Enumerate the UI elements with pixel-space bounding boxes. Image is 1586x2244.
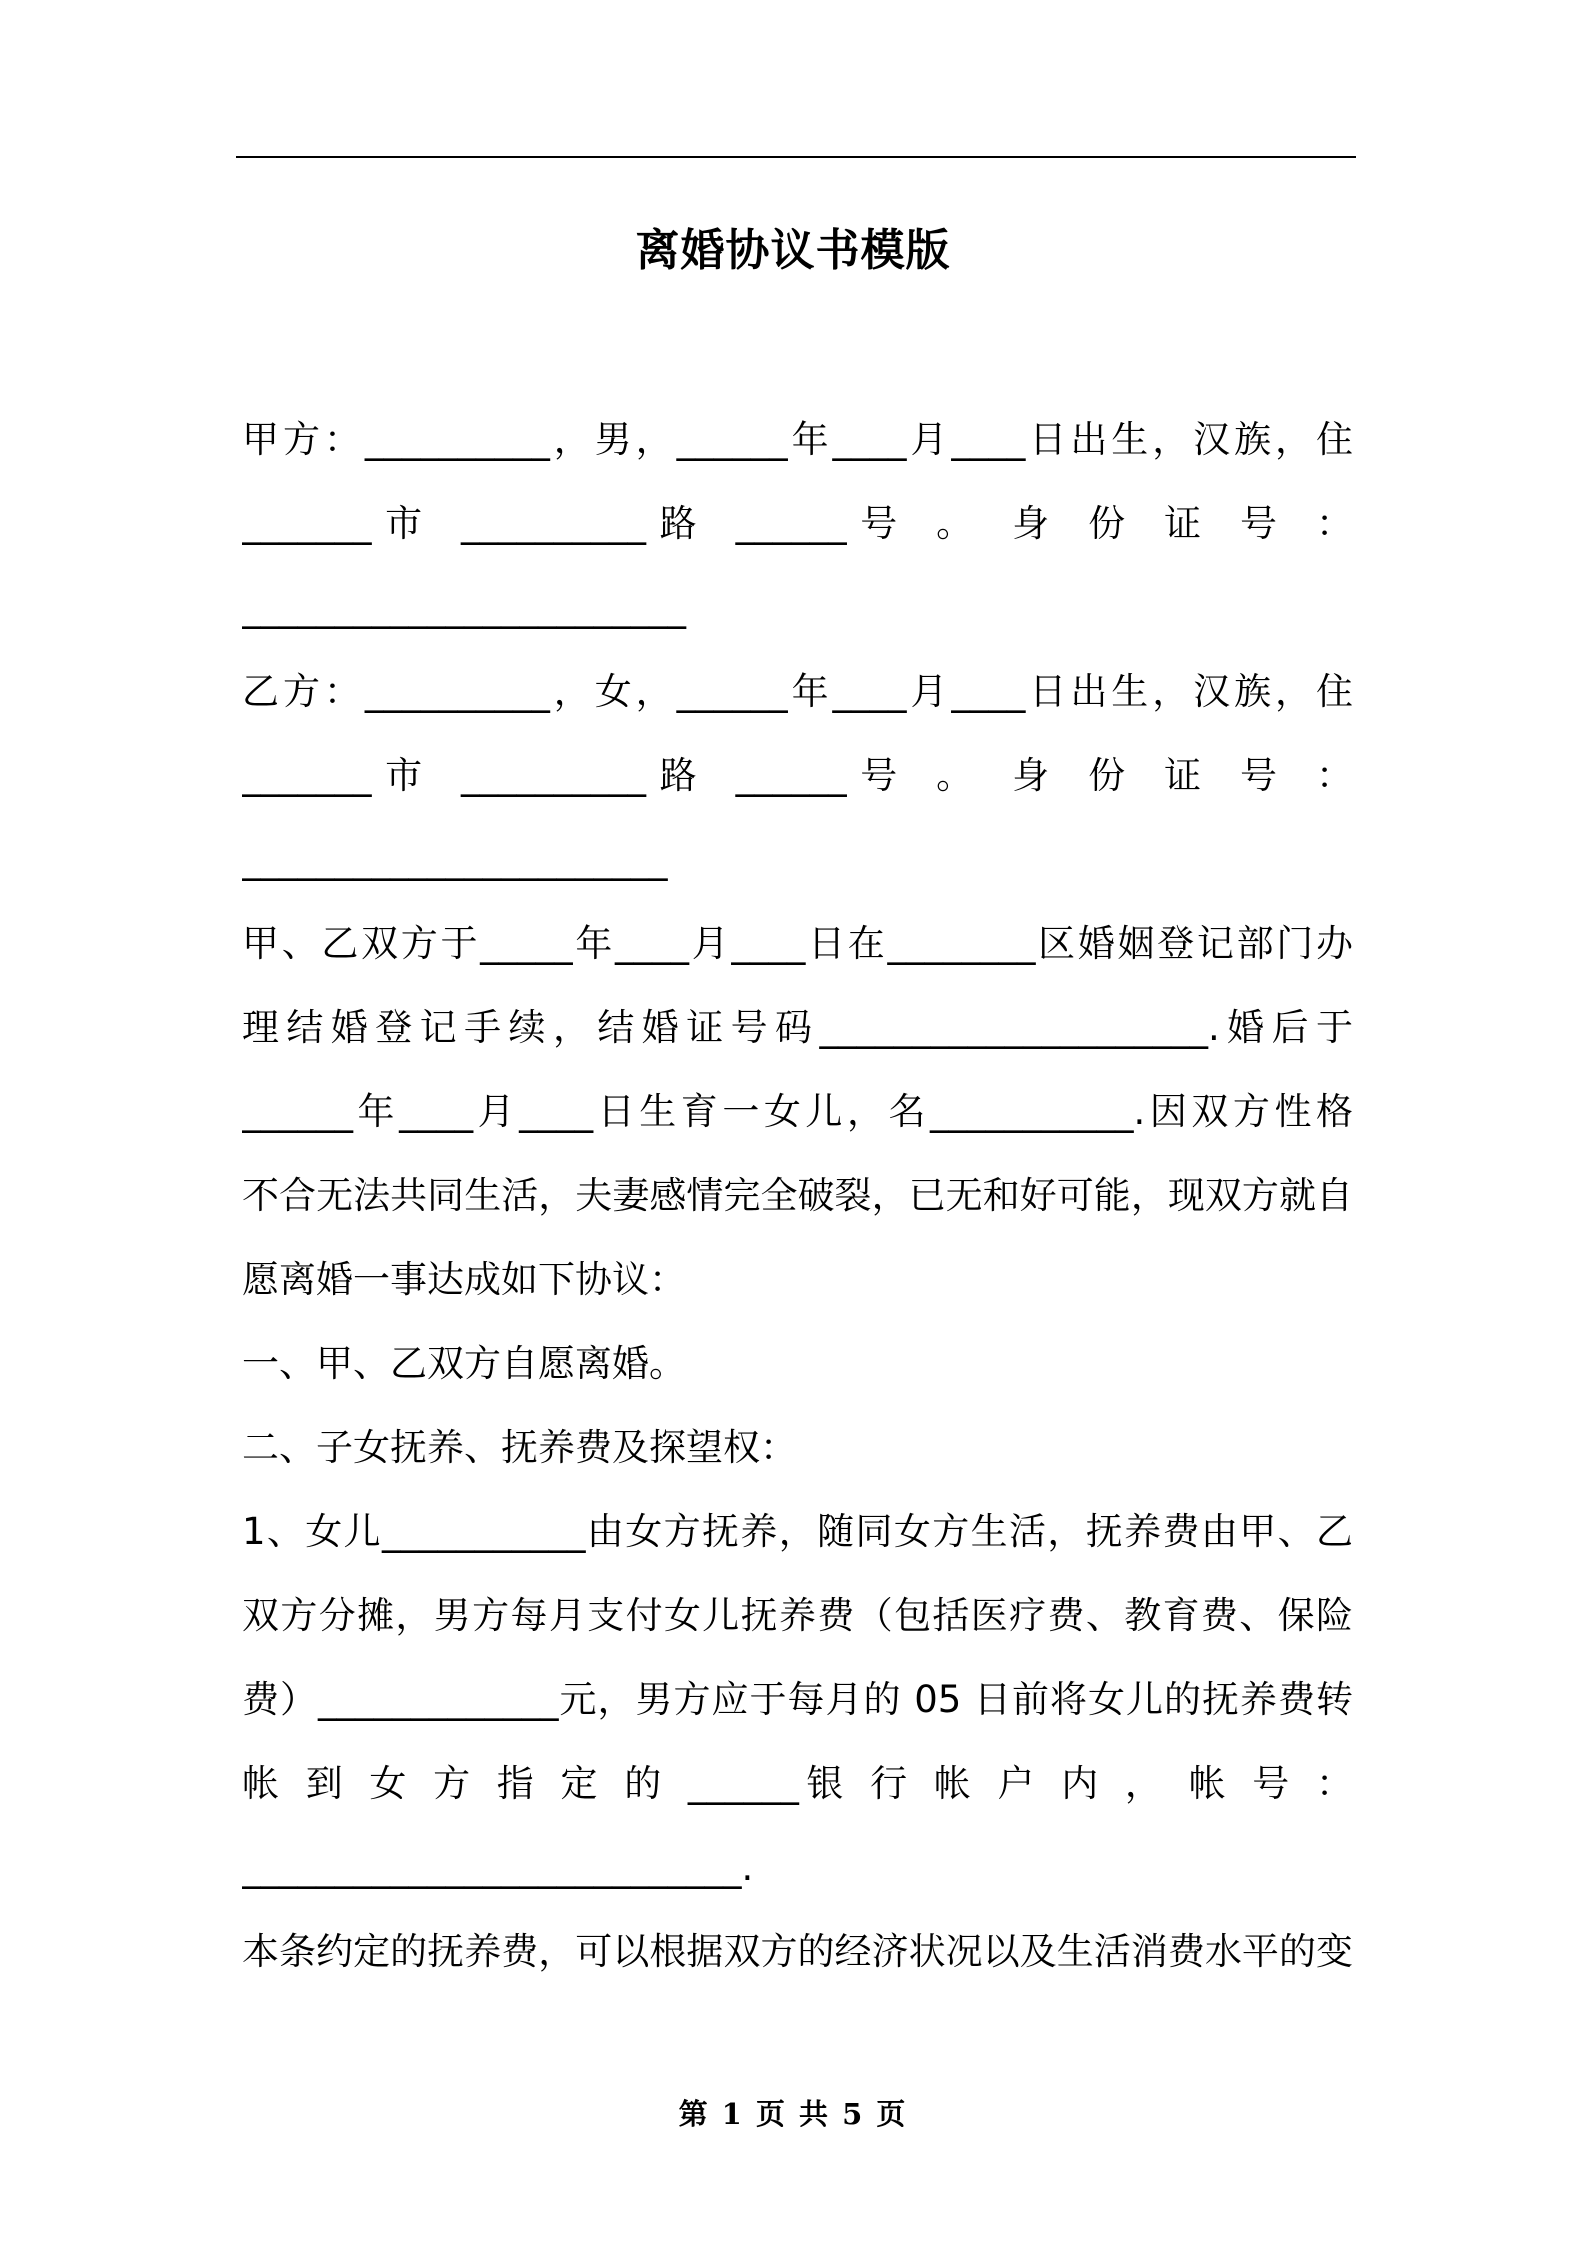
- clause-1: 一、甲、乙双方自愿离婚。: [242, 1342, 686, 1385]
- header-rule: [236, 156, 1356, 158]
- clause-2-account-blank: ___________________________.: [242, 1846, 754, 1889]
- clause-2-heading: 二、子女抚养、抚养费及探望权：: [242, 1426, 797, 1469]
- party-b-line-2: _______市 __________路 ______号 。 身 份 证 号 ：: [242, 754, 1353, 797]
- clause-2-item-1-line-3: 费）_____________元，男方应于每月的 05 日前将女儿的抚养费转: [242, 1678, 1353, 1721]
- marriage-paragraph-line-5: 愿离婚一事达成如下协议：: [242, 1258, 686, 1301]
- marriage-paragraph-line-4: 不合无法共同生活，夫妻感情完全破裂，已无和好可能，现双方就自: [242, 1174, 1353, 1217]
- clause-2-item-1-line-1: 1、女儿___________由女方抚养，随同女方生活，抚养费由甲、乙: [242, 1510, 1353, 1553]
- party-b-id-blank: _______________________: [242, 838, 668, 881]
- party-b-line-1: 乙方：__________，女，______年____月____日出生，汉族，住: [242, 670, 1353, 713]
- marriage-paragraph-line-3: ______年____月____日生育一女儿，名___________.因双方性格: [242, 1090, 1353, 1133]
- party-a-id-blank: ________________________: [242, 586, 686, 629]
- marriage-paragraph-line-2: 理结婚登记手续，结婚证号码_____________________.婚后于: [242, 1006, 1353, 1049]
- party-a-line-1: 甲方：__________，男，______年____月____日出生，汉族，住: [242, 418, 1353, 461]
- document-title: 离婚协议书模版: [635, 225, 951, 276]
- clause-2-item-1-line-2: 双方分摊，男方每月支付女儿抚养费（包括医疗费、教育费、保险: [242, 1594, 1353, 1637]
- marriage-paragraph-line-1: 甲、乙双方于_____年____月____日在________区婚姻登记部门办: [242, 922, 1353, 965]
- party-a-line-2: _______市 __________路 ______号 。 身 份 证 号 ：: [242, 502, 1353, 545]
- clause-2-item-1-line-4: 帐 到 女 方 指 定 的 ______银 行 帐 户 内 ， 帐 号 ：: [242, 1762, 1353, 1805]
- page-number: 第 1 页 共 5 页: [678, 2097, 908, 2131]
- clause-2-note-line-1: 本条约定的抚养费，可以根据双方的经济状况以及生活消费水平的变: [242, 1930, 1353, 1973]
